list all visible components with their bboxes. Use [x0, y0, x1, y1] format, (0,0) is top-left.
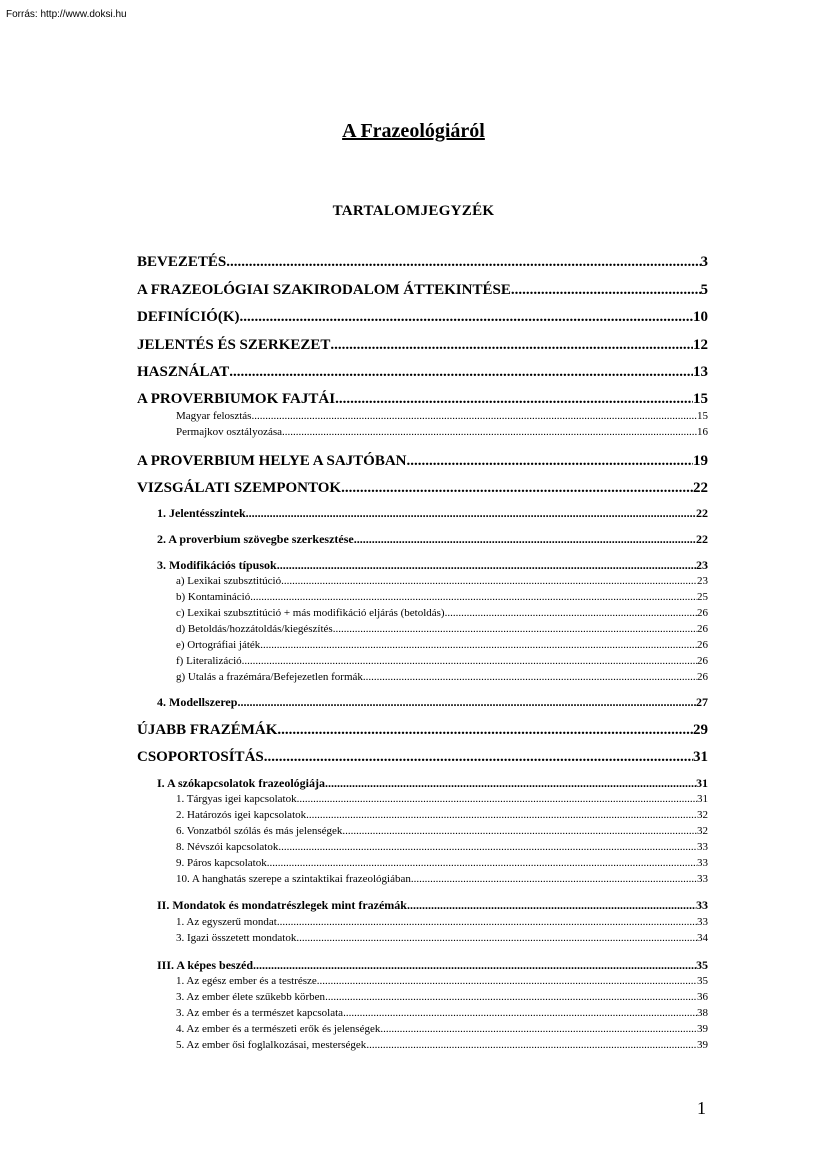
- toc-entry: [176, 638, 708, 652]
- toc-entry-page: 31: [697, 793, 708, 805]
- toc-entry: [157, 897, 708, 913]
- toc-entry-label: 9. Páros kapcsolatok: [176, 857, 267, 869]
- toc-entry: [176, 590, 708, 604]
- toc-entry-page: 22: [696, 506, 708, 520]
- toc-leader-dots: [363, 670, 697, 684]
- toc-leader-dots: [325, 990, 697, 1004]
- toc-entry: [176, 931, 708, 945]
- toc-entry: [137, 335, 708, 355]
- toc-entry: [157, 694, 708, 710]
- toc-entry-page: 5: [700, 282, 708, 298]
- toc-entry-label: 2. A proverbium szövegbe szerkesztése: [157, 532, 354, 546]
- toc-leader-dots: [260, 638, 697, 652]
- toc-entry: [176, 409, 708, 423]
- toc-leader-dots: [278, 840, 697, 854]
- toc-leader-dots: [335, 389, 693, 409]
- toc-entry: [137, 362, 708, 382]
- toc-entry-page: 33: [696, 898, 708, 912]
- toc-entry: [137, 307, 708, 327]
- toc-entry: [176, 824, 708, 838]
- toc-entry: [176, 425, 708, 439]
- page-number: 1: [697, 1098, 706, 1118]
- toc-entry: [137, 720, 708, 740]
- toc-entry-page: 13: [693, 364, 708, 380]
- toc-entry-page: 38: [697, 1007, 708, 1019]
- toc-entry: [137, 451, 708, 471]
- toc-entry: [157, 505, 708, 521]
- toc-entry-page: 12: [693, 337, 708, 353]
- toc-entry-page: 23: [697, 575, 708, 587]
- toc-entry: [176, 872, 708, 886]
- toc-entry-page: 15: [693, 391, 708, 407]
- toc-entry-label: 4. Az ember és a természeti erők és jelenségek: [176, 1023, 381, 1035]
- toc-leader-dots: [250, 590, 697, 604]
- toc-leader-dots: [277, 557, 696, 573]
- toc-entry-label: f) Literalizáció: [176, 655, 242, 667]
- toc-entry-page: 26: [697, 655, 708, 667]
- toc-entry-label: 10. A hanghatás szerepe a szintaktikai frazeológiában: [176, 873, 411, 885]
- toc-entry-label: e) Ortográfiai játék: [176, 639, 261, 651]
- toc-leader-dots: [253, 957, 696, 973]
- toc-entry: [176, 915, 708, 929]
- toc-leader-dots: [251, 409, 697, 423]
- toc-leader-dots: [445, 606, 697, 620]
- toc-entry-label: A PROVERBIUM HELYE A SAJTÓBAN: [137, 453, 407, 469]
- toc-entry: [176, 974, 708, 988]
- toc-heading: TARTALOMJEGYZÉK: [332, 203, 495, 219]
- toc-entry-page: 27: [696, 695, 708, 709]
- toc-entry-page: 35: [697, 975, 708, 987]
- toc-entry-page: 25: [697, 591, 708, 603]
- toc-entry: [176, 792, 708, 806]
- toc-leader-dots: [411, 872, 697, 886]
- toc-entry: [176, 808, 708, 822]
- toc-entry-page: 33: [697, 873, 708, 885]
- toc-entry-page: 15: [697, 410, 708, 422]
- toc-entry: [176, 856, 708, 870]
- source-note: Forrás: http://www.doksi.hu: [6, 9, 127, 20]
- toc-entry-label: 8. Névszói kapcsolatok: [176, 841, 279, 853]
- toc-entry-page: 22: [693, 480, 708, 496]
- toc-entry-page: 31: [693, 749, 708, 765]
- toc-leader-dots: [407, 897, 696, 913]
- toc-entry-label: g) Utalás a frazémára/Befejezetlen formák: [176, 671, 363, 683]
- toc-leader-dots: [281, 574, 697, 588]
- toc-leader-dots: [342, 824, 697, 838]
- toc-leader-dots: [380, 1022, 697, 1036]
- toc-leader-dots: [282, 425, 697, 439]
- toc-leader-dots: [246, 505, 696, 521]
- toc-leader-dots: [229, 362, 693, 382]
- toc-entry-label: c) Lexikai szubsztitúció + más modifikáció eljárás (betoldás): [176, 607, 445, 619]
- toc-entry-label: a) Lexikai szubsztitúció: [176, 575, 282, 587]
- toc-entry: [176, 670, 708, 684]
- toc-entry: [137, 747, 708, 767]
- toc-entry-page: 32: [697, 825, 708, 837]
- toc-entry: [137, 389, 708, 409]
- toc-leader-dots: [343, 1006, 697, 1020]
- toc-entry-page: 39: [697, 1039, 708, 1051]
- toc-leader-dots: [354, 531, 696, 547]
- toc-entry-page: 10: [693, 309, 708, 325]
- toc-entry: [157, 957, 708, 973]
- toc-entry-label: A PROVERBIUMOK FAJTÁI: [137, 391, 336, 407]
- toc-entry-page: 26: [697, 639, 708, 651]
- toc-leader-dots: [237, 694, 696, 710]
- toc-entry-label: 6. Vonzatból szólás és más jelenségek: [176, 825, 343, 837]
- toc-entry-label: BEVEZETÉS: [137, 254, 227, 270]
- toc-entry: [176, 654, 708, 668]
- toc-leader-dots: [277, 915, 697, 929]
- toc-entry-label: 1. Tárgyas igei kapcsolatok: [176, 793, 297, 805]
- toc-entry-page: 31: [696, 776, 708, 790]
- toc-entry-page: 33: [697, 916, 708, 928]
- toc-entry-label: JELENTÉS ÉS SZERKEZET: [137, 337, 331, 353]
- toc-entry-label: 3. Igazi összetett mondatok: [176, 932, 297, 944]
- toc-entry: [137, 280, 708, 300]
- toc-entry-page: 26: [697, 623, 708, 635]
- toc-leader-dots: [407, 451, 693, 471]
- toc-entry: [176, 574, 708, 588]
- toc-entry: [157, 775, 708, 791]
- toc-leader-dots: [267, 856, 697, 870]
- toc-entry: [176, 1006, 708, 1020]
- toc-entry-label: b) Kontamináció: [176, 591, 251, 603]
- toc-leader-dots: [240, 307, 693, 327]
- toc-entry-label: 5. Az ember ősi foglalkozásai, mesterségek: [176, 1039, 367, 1051]
- toc-entry: [157, 557, 708, 573]
- toc-leader-dots: [297, 792, 697, 806]
- toc-leader-dots: [226, 252, 700, 272]
- toc-entry-page: 34: [697, 932, 708, 944]
- toc-entry-page: 3: [700, 254, 708, 270]
- toc-entry-page: 19: [693, 453, 708, 469]
- toc-entry-page: 22: [696, 532, 708, 546]
- toc-leader-dots: [277, 720, 693, 740]
- toc-leader-dots: [306, 808, 697, 822]
- toc-entry: [176, 606, 708, 620]
- toc-entry: [176, 622, 708, 636]
- toc-entry-label: Magyar felosztás: [176, 410, 252, 422]
- toc-entry-page: 23: [696, 558, 708, 572]
- toc-leader-dots: [296, 931, 697, 945]
- toc-entry-label: VIZSGÁLATI SZEMPONTOK: [137, 480, 342, 496]
- toc-leader-dots: [333, 622, 697, 636]
- toc-leader-dots: [317, 974, 697, 988]
- toc-entry-page: 33: [697, 841, 708, 853]
- toc-entry-label: ÚJABB FRAZÉMÁK: [137, 722, 278, 738]
- toc-leader-dots: [242, 654, 697, 668]
- toc-entry-page: 35: [696, 958, 708, 972]
- toc-entry: [176, 990, 708, 1004]
- toc-entry-page: 33: [697, 857, 708, 869]
- toc-entry-label: CSOPORTOSÍTÁS: [137, 749, 264, 765]
- toc-leader-dots: [341, 478, 693, 498]
- toc-entry: [157, 531, 708, 547]
- toc-entry: [137, 478, 708, 498]
- document-title: A Frazeológiáról: [342, 120, 485, 142]
- toc-entry-label: 1. Az egész ember és a testrésze: [176, 975, 317, 987]
- toc-entry-label: 3. Az ember és a természet kapcsolata: [176, 1007, 344, 1019]
- toc-leader-dots: [366, 1038, 697, 1052]
- toc-entry-label: I. A szókapcsolatok frazeológiája: [157, 776, 325, 790]
- toc-leader-dots: [264, 747, 693, 767]
- toc-entry: [176, 1038, 708, 1052]
- toc-entry-label: 1. Jelentésszintek: [157, 506, 246, 520]
- toc-entry-page: 26: [697, 607, 708, 619]
- toc-entry-label: HASZNÁLAT: [137, 364, 230, 380]
- toc-entry-page: 29: [693, 722, 708, 738]
- toc-entry-label: d) Betoldás/hozzátoldás/kiegészítés: [176, 623, 333, 635]
- toc-entry-page: 39: [697, 1023, 708, 1035]
- toc-entry: [176, 840, 708, 854]
- toc-entry-label: 3. Az ember élete szűkebb körben: [176, 991, 326, 1003]
- toc-entry-page: 26: [697, 671, 708, 683]
- toc-entry: [176, 1022, 708, 1036]
- toc-entry-page: 32: [697, 809, 708, 821]
- toc-entry-label: A FRAZEOLÓGIAI SZAKIRODALOM ÁTTEKINTÉSE: [137, 282, 511, 298]
- toc-entry-label: III. A képes beszéd: [157, 958, 254, 972]
- toc-entry-label: 4. Modellszerep: [157, 695, 238, 709]
- toc-leader-dots: [330, 335, 693, 355]
- toc-entry: [137, 252, 708, 272]
- toc-entry-label: II. Mondatok és mondatrészlegek mint frazémák: [157, 898, 407, 912]
- toc-leader-dots: [511, 280, 701, 300]
- toc-entry-page: 36: [697, 991, 708, 1003]
- toc-entry-label: 2. Határozós igei kapcsolatok: [176, 809, 307, 821]
- toc-entry-label: Permajkov osztályozása: [176, 426, 282, 438]
- toc-entry-label: 3. Modifikációs típusok: [157, 558, 277, 572]
- toc-entry-label: 1. Az egyszerű mondat: [176, 916, 277, 928]
- toc-entry-label: DEFINÍCIÓ(K): [137, 309, 240, 325]
- toc-leader-dots: [325, 775, 696, 791]
- toc-entry-page: 16: [697, 426, 708, 438]
